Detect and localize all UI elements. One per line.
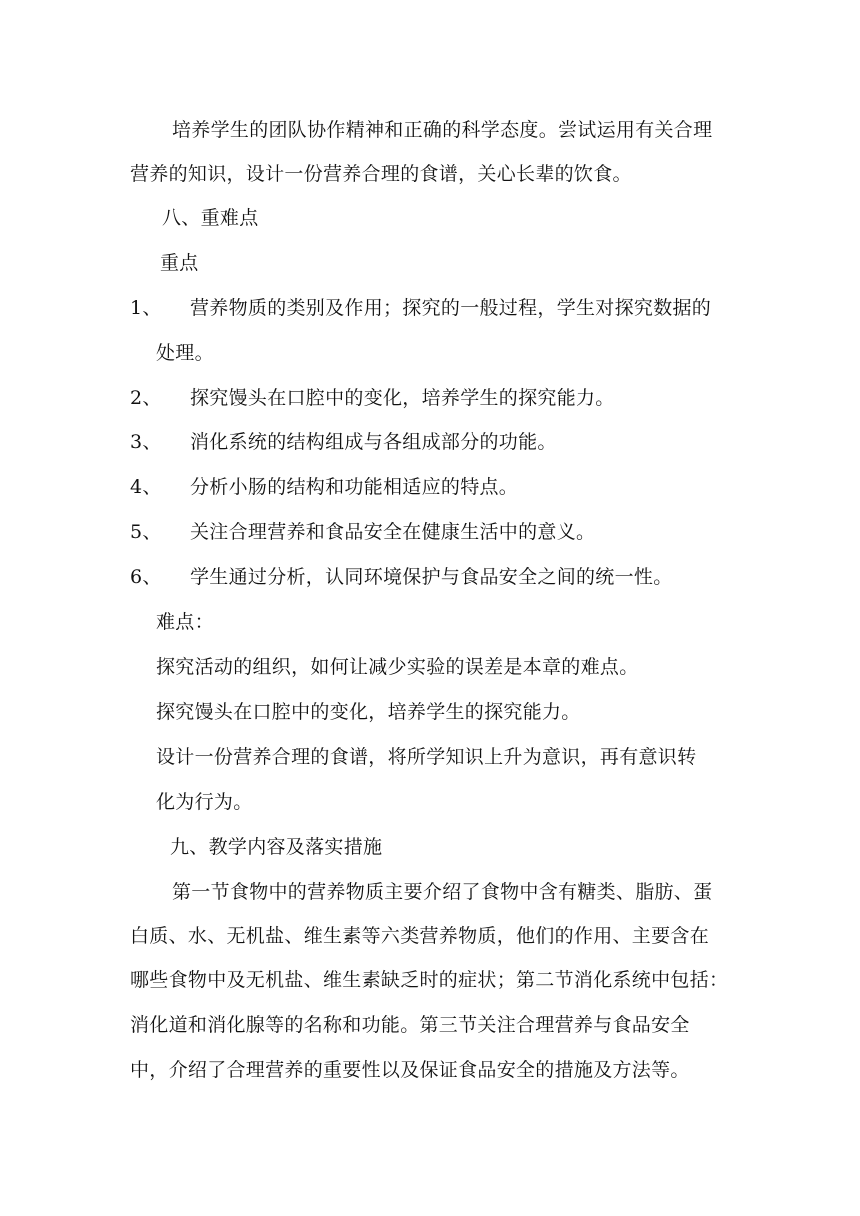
list-item-continuation: 处理。: [156, 342, 214, 364]
list-item-number: 5、: [130, 521, 162, 543]
list-item-text: 学生通过分析，认同环境保护与食品安全之间的统一性。: [190, 566, 673, 588]
list-item-number: 3、: [130, 431, 162, 453]
list-item-number: 4、: [130, 476, 162, 498]
list-item-text: 关注合理营养和食品安全在健康生活中的意义。: [190, 521, 596, 543]
paragraph-line: 培养学生的团队协作精神和正确的科学态度。尝试运用有关合理: [172, 119, 713, 141]
list-item: [130, 563, 673, 591]
list-item-number: 2、: [130, 387, 162, 409]
list-item-text: 探究馒头在口腔中的变化，培养学生的探究能力。: [190, 387, 615, 409]
list-item-text: 消化系统的结构组成与各组成部分的功能。: [190, 431, 557, 453]
list-item-text: 分析小肠的结构和功能相适应的特点。: [190, 476, 519, 498]
list-item-text: 营养物质的类别及作用；探究的一般过程，学生对探究数据的: [190, 297, 712, 319]
difficult-line: 探究活动的组织，如何让减少实验的误差是本章的难点。: [156, 656, 639, 678]
list-item-number: 6、: [130, 566, 162, 588]
paragraph-line: 哪些食物中及无机盐、维生素缺乏时的症状；第二节消化系统中包括：: [130, 969, 729, 991]
paragraph-line: 消化道和消化腺等的名称和功能。第三节关注合理营养与食品安全: [130, 1014, 690, 1036]
section-heading-9: 九、教学内容及落实措施: [170, 836, 383, 858]
list-item: [130, 294, 711, 322]
difficult-line: 探究馒头在口腔中的变化，培养学生的探究能力。: [156, 701, 581, 723]
list-item: [130, 384, 615, 412]
paragraph-line: 营养的知识，设计一份营养合理的食谱，关心长辈的饮食。: [130, 163, 632, 185]
paragraph-line: 白质、水、无机盐、维生素等六类营养物质，他们的作用、主要含在: [130, 925, 710, 947]
paragraph-line: 第一节食物中的营养物质主要介绍了食物中含有糖类、脂肪、蛋: [172, 881, 713, 903]
list-item: [130, 518, 595, 546]
difficult-line: 设计一份营养合理的食谱，将所学知识上升为意识，再有意识转: [156, 746, 697, 768]
difficult-line: 化为行为。: [156, 791, 253, 813]
list-item-number: 1、: [130, 297, 162, 319]
difficult-points-label: 难点：: [156, 611, 214, 633]
key-points-label: 重点: [160, 252, 199, 274]
list-item: [130, 473, 518, 501]
list-item: [130, 428, 557, 456]
section-heading-8: 八、重难点: [162, 207, 259, 229]
paragraph-line: 中，介绍了合理营养的重要性以及保证食品安全的措施及方法等。: [130, 1059, 690, 1081]
